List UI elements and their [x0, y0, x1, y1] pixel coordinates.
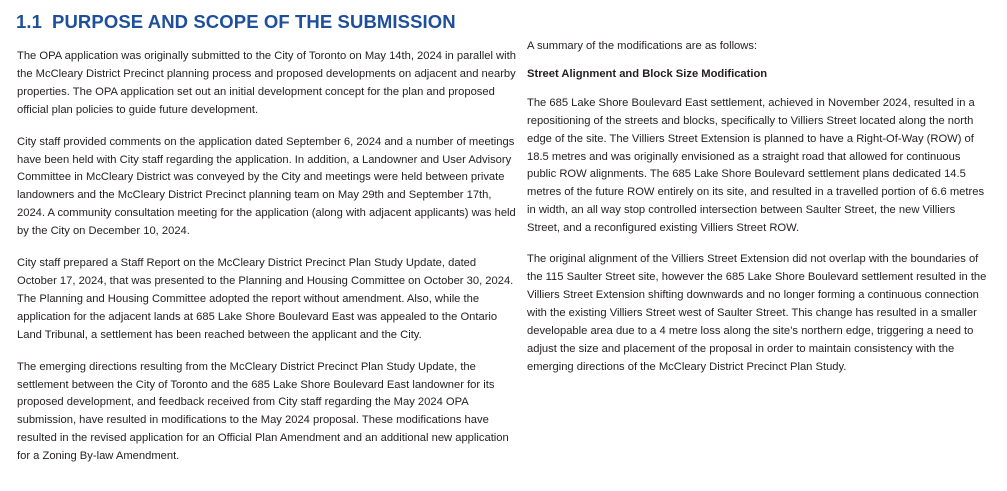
- right-paragraph-2: The original alignment of the Villiers Street Extension did not overlap with the boundaries of the 115 Saulter Street site, however the 685 Lake Shore Boulevard settlement resulted in the Villiers Street Extension shifting downwards and no longer forming a continuous connection with the existing Villiers Street west of Saulter Street. This change has resulted in a smaller developable area due to a 4 metre loss along the site’s northern edge, triggering a need to adjust the size and placement of the proposal in order to maintain consistency with the emerging directions of the McCleary District Precinct Plan Study.: [527, 253, 987, 373]
- left-paragraph-1: The OPA application was originally submitted to the City of Toronto on May 14th, 2024 in parallel with the McCleary District Precinct planning process and proposed developments on adjacent and nearby properties. The OPA application set out an initial development concept for the plan and proposed official plan policies to guide future development.: [17, 50, 516, 116]
- left-paragraph-4: The emerging directions resulting from the McCleary District Precinct Plan Study Update, the settlement between the City of Toronto and the 685 Lake Shore Boulevard East landowner for its proposed development, and feedback received from City staff regarding the May 2024 OPA submission, have resulted in modifications to the May 2024 proposal. These modifications have resulted in the revised application for an Official Plan Amendment and an additional new application for a Zoning By-law Amendment.: [17, 360, 509, 463]
- section-title: PURPOSE AND SCOPE OF THE SUBMISSION: [52, 11, 456, 32]
- left-paragraph-2: City staff provided comments on the application dated September 6, 2024 and a number of meetings have been held with City staff regarding the application. In addition, a Landowner and User Advisory Committee in McCleary District was conveyed by the City and meetings were held between private landowners and the McCleary District Precinct planning team on May 29th and September 17th, 2024. A community consultation meeting for the application (along with adjacent applicants) was held by the City on December 10, 2024.: [17, 135, 516, 238]
- section-number: 1.1: [16, 11, 43, 32]
- summary-intro: A summary of the modifications are as follows:: [527, 40, 758, 52]
- left-column: [17, 48, 517, 480]
- right-paragraph-1: The 685 Lake Shore Boulevard East settlement, achieved in November 2024, resulted in a repositioning of the streets and blocks, specifically to Villiers Street located along the north edge of the site. The Villiers Street Extension is planned to have a Right-Of-Way (ROW) of 18.5 metres and was originally envisioned as a straight road that allowed for continuous public ROW alignments. The 685 Lake Shore Boulevard settlement plans dedicated 14.5 metres of the future ROW entirely on its site, and resulted in a travelled portion of 6.6 metres in width, an all way stop controlled intersection between Saulter Street, the new Villiers Street, and a reconfigured existing Villiers Street ROW.: [527, 96, 985, 235]
- section-heading: [16, 11, 456, 33]
- subsection-heading: Street Alignment and Block Size Modification: [527, 67, 768, 80]
- left-paragraph-3: City staff prepared a Staff Report on the McCleary District Precinct Plan Study Update, dated October 17, 2024, that was presented to the Planning and Housing Committee on October 30, 2024. The Planning and Housing Committee adopted the report without amendment. Also, while the application for the adjacent lands at 685 Lake Shore Boulevard East was appealed to the Ontario Land Tribunal, a settlement has been reached between the applicant and the City.: [17, 257, 514, 341]
- right-column: [527, 38, 987, 389]
